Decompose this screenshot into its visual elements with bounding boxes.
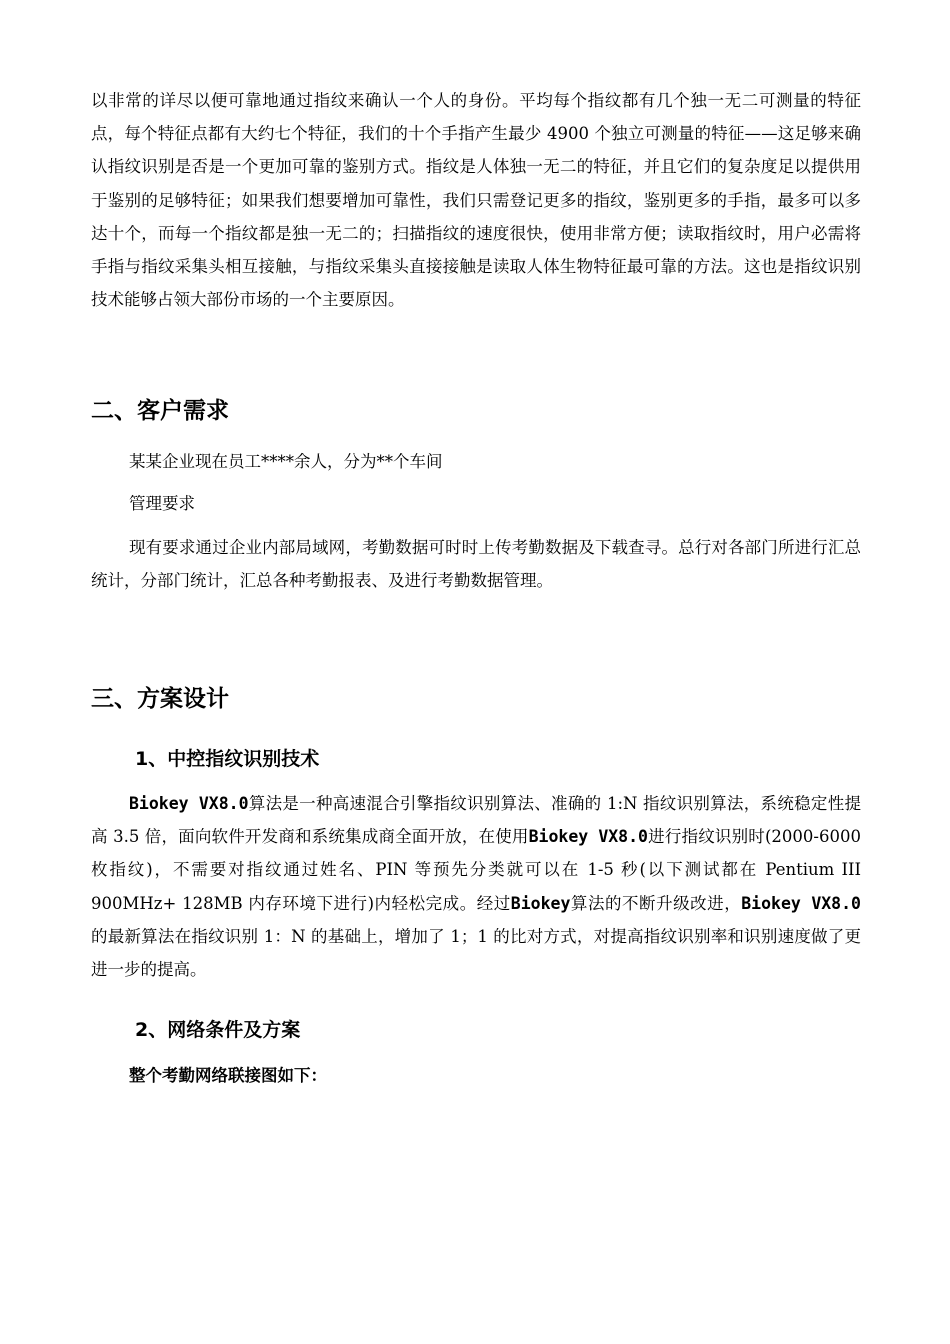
section-heading-solution-design: 三、方案设计 — [91, 686, 229, 712]
biokey-paragraph: Biokey VX8.0算法是一种高速混合引擎指纹识别算法、准确的 1:N 指纹识别算法，系统稳定性提高 3.5 倍，面向软件开发商和系统集成商全面开放，在使用Biokey VX8.0进行指纹识别时(2000-6000 枚指纹)，不需要对指纹通过姓名、PIN 等预先分类就可以在 1-5 秒(以下测试都在 Pentium III 900MHz+ 128MB 内存环境下进行)内轻松完成。经过Biokey算法的不断升级改进，Biokey VX8.0的最新算法在指纹识别 1：N 的基础上，增加了 1；1 的比对方式，对提高指纹识别率和识别速度做了更进一步的提高。 — [91, 794, 861, 980]
network-diagram-caption: 整个考勤网络联接图如下： — [129, 1066, 327, 1085]
management-requirements-label: 管理要求 — [129, 494, 195, 513]
intro-paragraph: 以非常的详尽以便可靠地通过指纹来确认一个人的身份。平均每个指纹都有几个独一无二可测量的特征点，每个特征点都有大约七个特征，我们的十个手指产生最少 4900 个独立可测量的特征——这足够来确认指纹识别是否是一个更加可靠的鉴别方式。指纹是人体独一无二的特征，并且它们的复杂度足以提供用于鉴别的足够特征；如果我们想要增加可靠性，我们只需登记更多的指纹，鉴别更多的手指，最多可以多达十个，而每一个指纹都是独一无二的；扫描指纹的速度很快，使用非常方便；读取指纹时，用户必需将手指与指纹采集头相互接触，与指纹采集头直接接触是读取人体生物特征最可靠的方法。这也是指纹识别技术能够占领大部份市场的一个主要原因。 — [91, 91, 861, 310]
biokey-term: Biokey VX8.0 — [129, 794, 249, 813]
section-heading-customer-needs: 二、客户需求 — [91, 398, 229, 424]
biokey-term: Biokey — [510, 893, 571, 913]
biokey-term: Biokey VX8.0 — [741, 893, 861, 913]
subheading-fingerprint-tech: 1、中控指纹识别技术 — [135, 748, 320, 770]
subheading-network-solution: 2、网络条件及方案 — [135, 1019, 301, 1041]
biokey-term: Biokey VX8.0 — [528, 827, 648, 847]
company-info-line: 某某企业现在员工****余人，分为**个车间 — [129, 452, 443, 471]
requirements-paragraph: 现有要求通过企业内部局域网，考勤数据可时时上传考勤数据及下载查寻。总行对各部门所进行汇总统计，分部门统计，汇总各种考勤报表、及进行考勤数据管理。 — [91, 538, 861, 591]
